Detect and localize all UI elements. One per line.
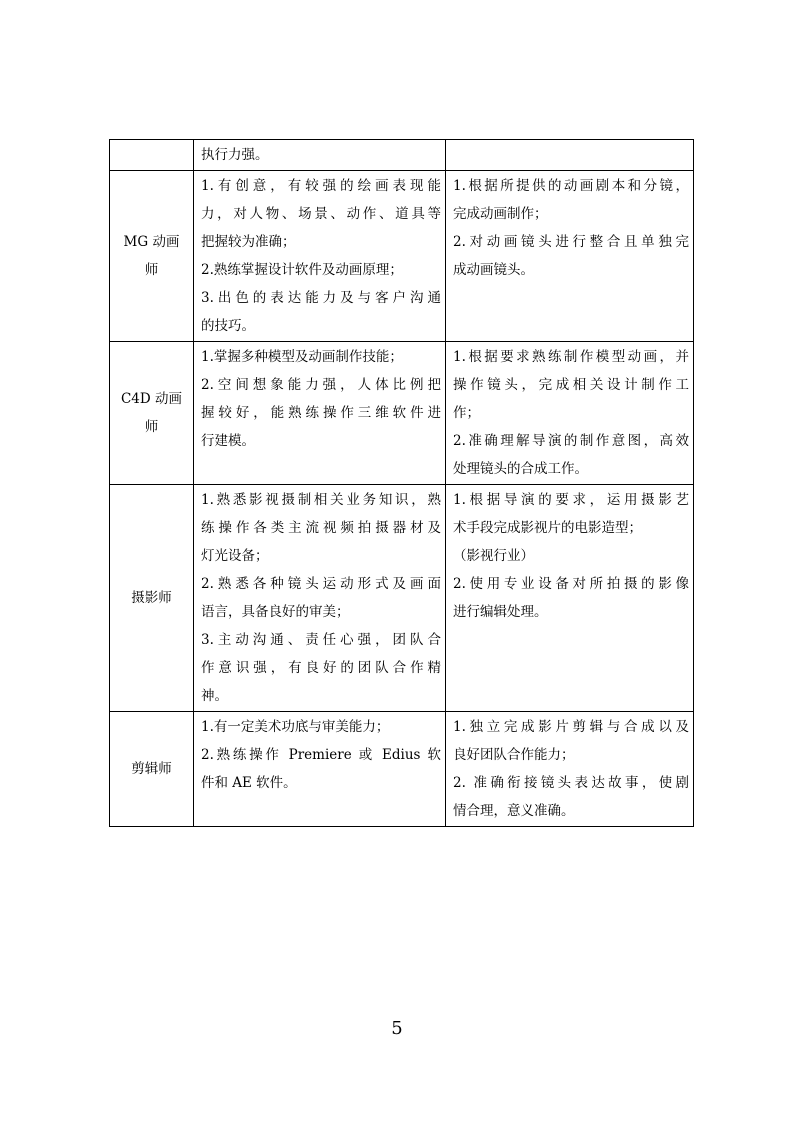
requirements-cell bbox=[194, 171, 446, 342]
cell-line: 术手段完成影视片的电影造型； bbox=[453, 520, 642, 536]
cell-line: 作； bbox=[453, 405, 480, 421]
cell-line: 1.熟悉影视摄制相关业务知识，熟 bbox=[201, 492, 441, 508]
role-name: 剪辑师 bbox=[131, 761, 172, 777]
cell-line: 1.有创意，有较强的绘画表现能 bbox=[201, 178, 441, 194]
cell-line: 语言，具备良好的审美； bbox=[201, 604, 350, 620]
cell-line: 情合理，意义准确。 bbox=[453, 803, 575, 819]
table-row bbox=[110, 342, 694, 485]
cell-line: 2.对动画镜头进行整合且单独完 bbox=[453, 234, 689, 250]
duties-cell bbox=[446, 712, 694, 827]
cell-line: 行建模。 bbox=[201, 433, 255, 449]
cell-line: 1.有一定美术功底与审美能力； bbox=[201, 719, 390, 735]
cell-line: 良好团队合作能力； bbox=[453, 747, 575, 763]
cell-line: 的技巧。 bbox=[201, 318, 255, 334]
requirements-cell bbox=[194, 485, 446, 712]
cell-line: 1.根据导演的要求，运用摄影艺 bbox=[453, 492, 689, 508]
cell-line: 灯光设备； bbox=[201, 548, 269, 564]
cell-line: 件和 AE 软件。 bbox=[201, 775, 297, 791]
cell-line: 2.熟练操作 Premiere 或 Edius 软 bbox=[201, 747, 441, 763]
cell-line: 成动画镜头。 bbox=[453, 262, 534, 278]
requirements-cell bbox=[194, 712, 446, 827]
cell-line: 3.主动沟通、责任心强，团队合 bbox=[201, 632, 441, 648]
role-cell bbox=[110, 712, 194, 827]
duties-cell bbox=[446, 140, 694, 171]
requirements-cell bbox=[194, 140, 446, 171]
cell-line: 2.熟练掌握设计软件及动画原理； bbox=[201, 262, 403, 278]
cell-line: 1.根据所提供的动画剧本和分镜， bbox=[453, 178, 689, 194]
cell-line: 把握较为准确； bbox=[201, 234, 296, 250]
duties-cell bbox=[446, 342, 694, 485]
cell-line: 作意识强，有良好的团队合作精 bbox=[201, 660, 441, 676]
role-cell bbox=[110, 140, 194, 171]
cell-line: 3.出色的表达能力及与客户沟通 bbox=[201, 290, 441, 306]
cell-line: 2.准确理解导演的制作意图，高效 bbox=[453, 433, 689, 449]
cell-line: 神。 bbox=[201, 688, 228, 704]
cell-line: 操作镜头，完成相关设计制作工 bbox=[453, 377, 689, 393]
cell-line: 2.使用专业设备对所拍摄的影像 bbox=[453, 576, 689, 592]
requirements-cell bbox=[194, 342, 446, 485]
duties-cell bbox=[446, 171, 694, 342]
role-cell bbox=[110, 171, 194, 342]
cell-line: 握较好，能熟练操作三维软件进 bbox=[201, 405, 441, 421]
page-number: 5 bbox=[391, 1018, 403, 1039]
cell-line: 1.根据要求熟练制作模型动画，并 bbox=[453, 349, 689, 365]
table-row bbox=[110, 140, 694, 171]
cell-line: 进行编辑处理。 bbox=[453, 604, 548, 620]
cell-line: 完成动画制作； bbox=[453, 206, 548, 222]
cell-line: 力，对人物、场景、动作、道具等 bbox=[201, 206, 441, 222]
role-name: 摄影师 bbox=[131, 590, 172, 606]
job-requirements-table bbox=[109, 139, 694, 827]
cell-line: 练操作各类主流视频拍摄器材及 bbox=[201, 520, 441, 536]
table-body bbox=[110, 140, 694, 827]
role-name: C4D 动画师 bbox=[120, 391, 183, 435]
role-cell bbox=[110, 485, 194, 712]
cell-line: 2. 准确衔接镜头表达故事，使剧 bbox=[453, 775, 689, 791]
table-row bbox=[110, 171, 694, 342]
cell-line: 2.熟悉各种镜头运动形式及画面 bbox=[201, 576, 441, 592]
cell-line: 2.空间想象能力强，人体比例把 bbox=[201, 377, 441, 393]
table-row bbox=[110, 712, 694, 827]
cell-line: 1.独立完成影片剪辑与合成以及 bbox=[453, 719, 689, 735]
cell-line: 执行力强。 bbox=[201, 147, 269, 163]
cell-line: （影视行业） bbox=[453, 548, 534, 564]
role-cell bbox=[110, 342, 194, 485]
duties-cell bbox=[446, 485, 694, 712]
role-name: MG 动画师 bbox=[123, 234, 180, 278]
cell-line: 处理镜头的合成工作。 bbox=[453, 461, 588, 477]
cell-line: 1.掌握多种模型及动画制作技能； bbox=[201, 349, 403, 365]
table-row bbox=[110, 485, 694, 712]
